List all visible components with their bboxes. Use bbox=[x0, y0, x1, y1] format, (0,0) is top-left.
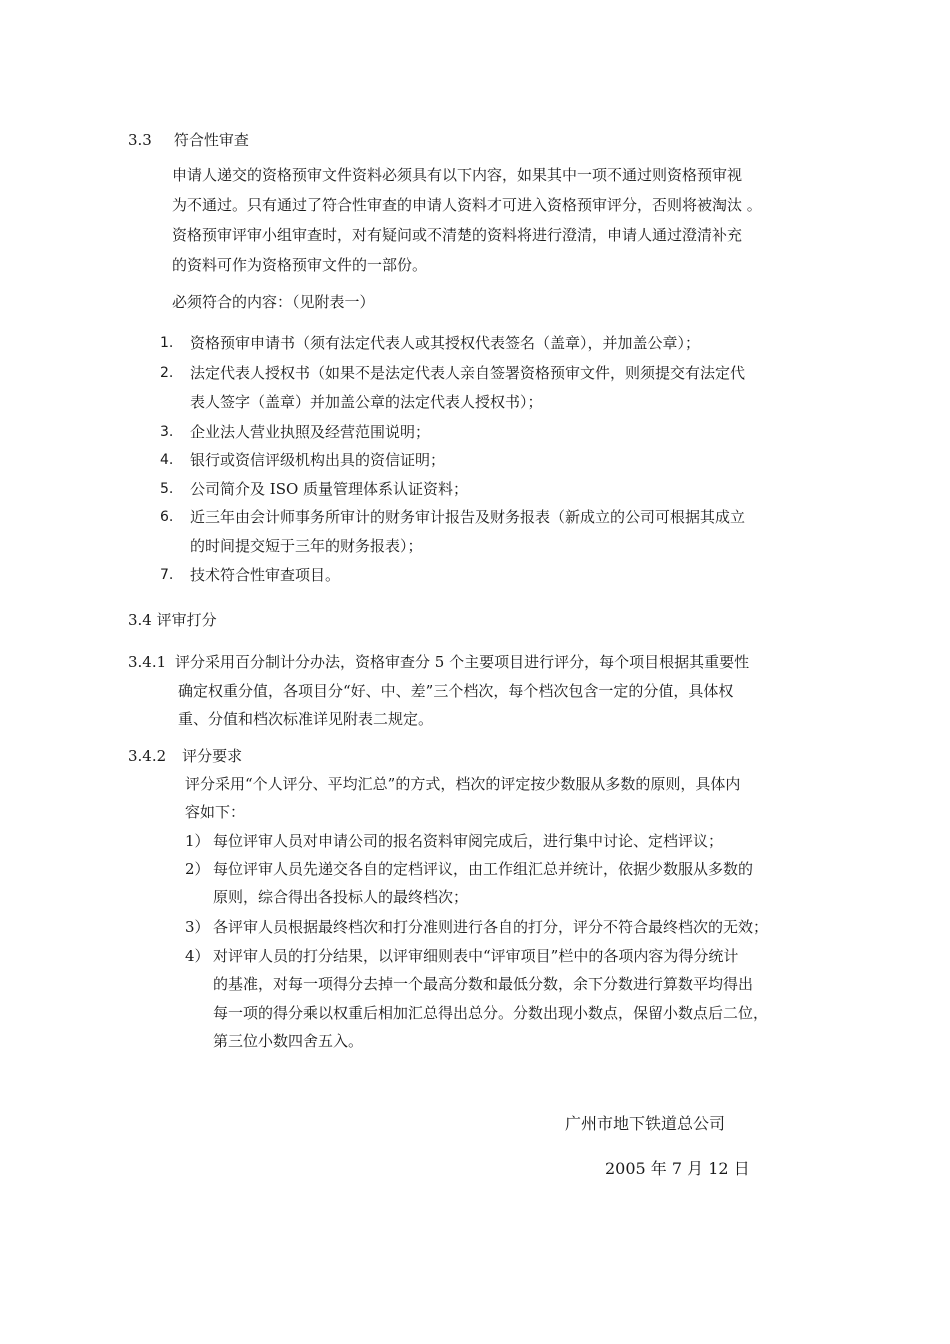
list-item-text: 银行或资信评级机构出具的资信证明； bbox=[190, 451, 446, 469]
paragraph-line: 重、分值和档次标准详见附表二规定。 bbox=[178, 710, 434, 728]
section-3-4-2-heading bbox=[128, 746, 242, 766]
list-item-text: 第三位小数四舍五入。 bbox=[213, 1032, 364, 1050]
list-item-text: 技术符合性审查项目。 bbox=[190, 566, 341, 584]
list-item-text: 每位评审人员对申请公司的报名资料审阅完成后，进行集中讨论、定档评议； bbox=[213, 832, 724, 850]
list-item-number: 1. bbox=[160, 335, 174, 351]
list-item-number: 2） bbox=[185, 860, 210, 878]
paragraph-line: 确定权重分值，各项目分“好、中、差”三个档次，每个档次包含一定的分值，具体权 bbox=[178, 682, 734, 700]
signature-company: 广州市地下铁道总公司 bbox=[565, 1114, 726, 1133]
paragraph-line: 容如下： bbox=[185, 803, 246, 821]
list-item-text: 对评审人员的打分结果，以评审细则表中“评审项目”栏中的各项内容为得分统计 bbox=[213, 947, 739, 965]
list-item-text: 每一项的得分乘以权重后相加汇总得出总分。分数出现小数点，保留小数点后二位， bbox=[213, 1004, 769, 1022]
paragraph-line: 申请人递交的资格预审文件资料必须具有以下内容，如果其中一项不通过则资格预审视 bbox=[172, 166, 743, 184]
list-item-text: 各评审人员根据最终档次和打分准则进行各自的打分，评分不符合最终档次的无效； bbox=[213, 918, 769, 936]
list-item-text: 公司简介及 ISO 质量管理体系认证资料； bbox=[190, 480, 469, 498]
section-3-4-heading: 3.4 评审打分 bbox=[128, 611, 217, 629]
list-item-number: 4. bbox=[160, 452, 174, 468]
list-item-text: 资格预审申请书（须有法定代表人或其授权代表签名（盖章），并加盖公章）； bbox=[190, 334, 701, 352]
list-item-text: 每位评审人员先递交各自的定档评议，由工作组汇总并统计，依据少数服从多数的 bbox=[213, 860, 754, 878]
section-3-4-2-number: 3.4.2 bbox=[128, 747, 167, 765]
list-item-number: 2. bbox=[160, 365, 174, 381]
paragraph-line: 的资料可作为资格预审文件的一部份。 bbox=[172, 256, 428, 274]
section-3-4-1-number: 3.4.1 bbox=[128, 653, 167, 671]
paragraph-line: 为不通过。只有通过了符合性审查的申请人资料才可进入资格预审评分，否则将被淘汰 。 bbox=[172, 196, 762, 214]
paragraph-line: 评分采用百分制计分办法，资格审查分 5 个主要项目进行评分，每个项目根据其重要性 bbox=[175, 653, 750, 671]
list-item-text: 的基准，对每一项得分去掉一个最高分数和最低分数，余下分数进行算数平均得出 bbox=[213, 975, 754, 993]
signature-date: 2005 年 7 月 12 日 bbox=[605, 1159, 750, 1178]
list-item-number: 3. bbox=[160, 424, 174, 440]
list-item-text: 原则，综合得出各投标人的最终档次； bbox=[213, 888, 469, 906]
list-item-number: 3） bbox=[185, 918, 210, 936]
paragraph-line: 评分采用“个人评分、平均汇总”的方式，档次的评定按少数服从多数的原则，具体内 bbox=[185, 775, 741, 793]
list-item-number: 1） bbox=[185, 832, 210, 850]
list-item-number: 7. bbox=[160, 567, 174, 583]
section-3-3-number: 3.3 bbox=[128, 131, 152, 149]
list-item-number: 5. bbox=[160, 481, 174, 497]
list-item-number: 4） bbox=[185, 947, 210, 965]
list-item-text: 表人签字（盖章）并加盖公章的法定代表人授权书）； bbox=[190, 393, 543, 411]
list-item-text: 法定代表人授权书（如果不是法定代表人亲自签署资格预审文件，则须提交有法定代 bbox=[190, 364, 746, 382]
list-item-text: 企业法人营业执照及经营范围说明； bbox=[190, 423, 431, 441]
list-item-text: 近三年由会计师事务所审计的财务审计报告及财务报表（新成立的公司可根据其成立 bbox=[190, 508, 746, 526]
section-3-3-heading bbox=[128, 129, 249, 150]
section-3-4-2-title: 评分要求 bbox=[182, 747, 243, 765]
section-3-3-title: 符合性审查 bbox=[173, 131, 249, 149]
list-item-number: 6. bbox=[160, 509, 174, 525]
list-item-text: 的时间提交短于三年的财务报表）； bbox=[190, 537, 423, 555]
requirement-intro: 必须符合的内容：（见附表一） bbox=[172, 293, 375, 311]
paragraph-line: 资格预审评审小组审查时，对有疑问或不清楚的资料将进行澄清，申请人通过澄清补充 bbox=[172, 226, 743, 244]
